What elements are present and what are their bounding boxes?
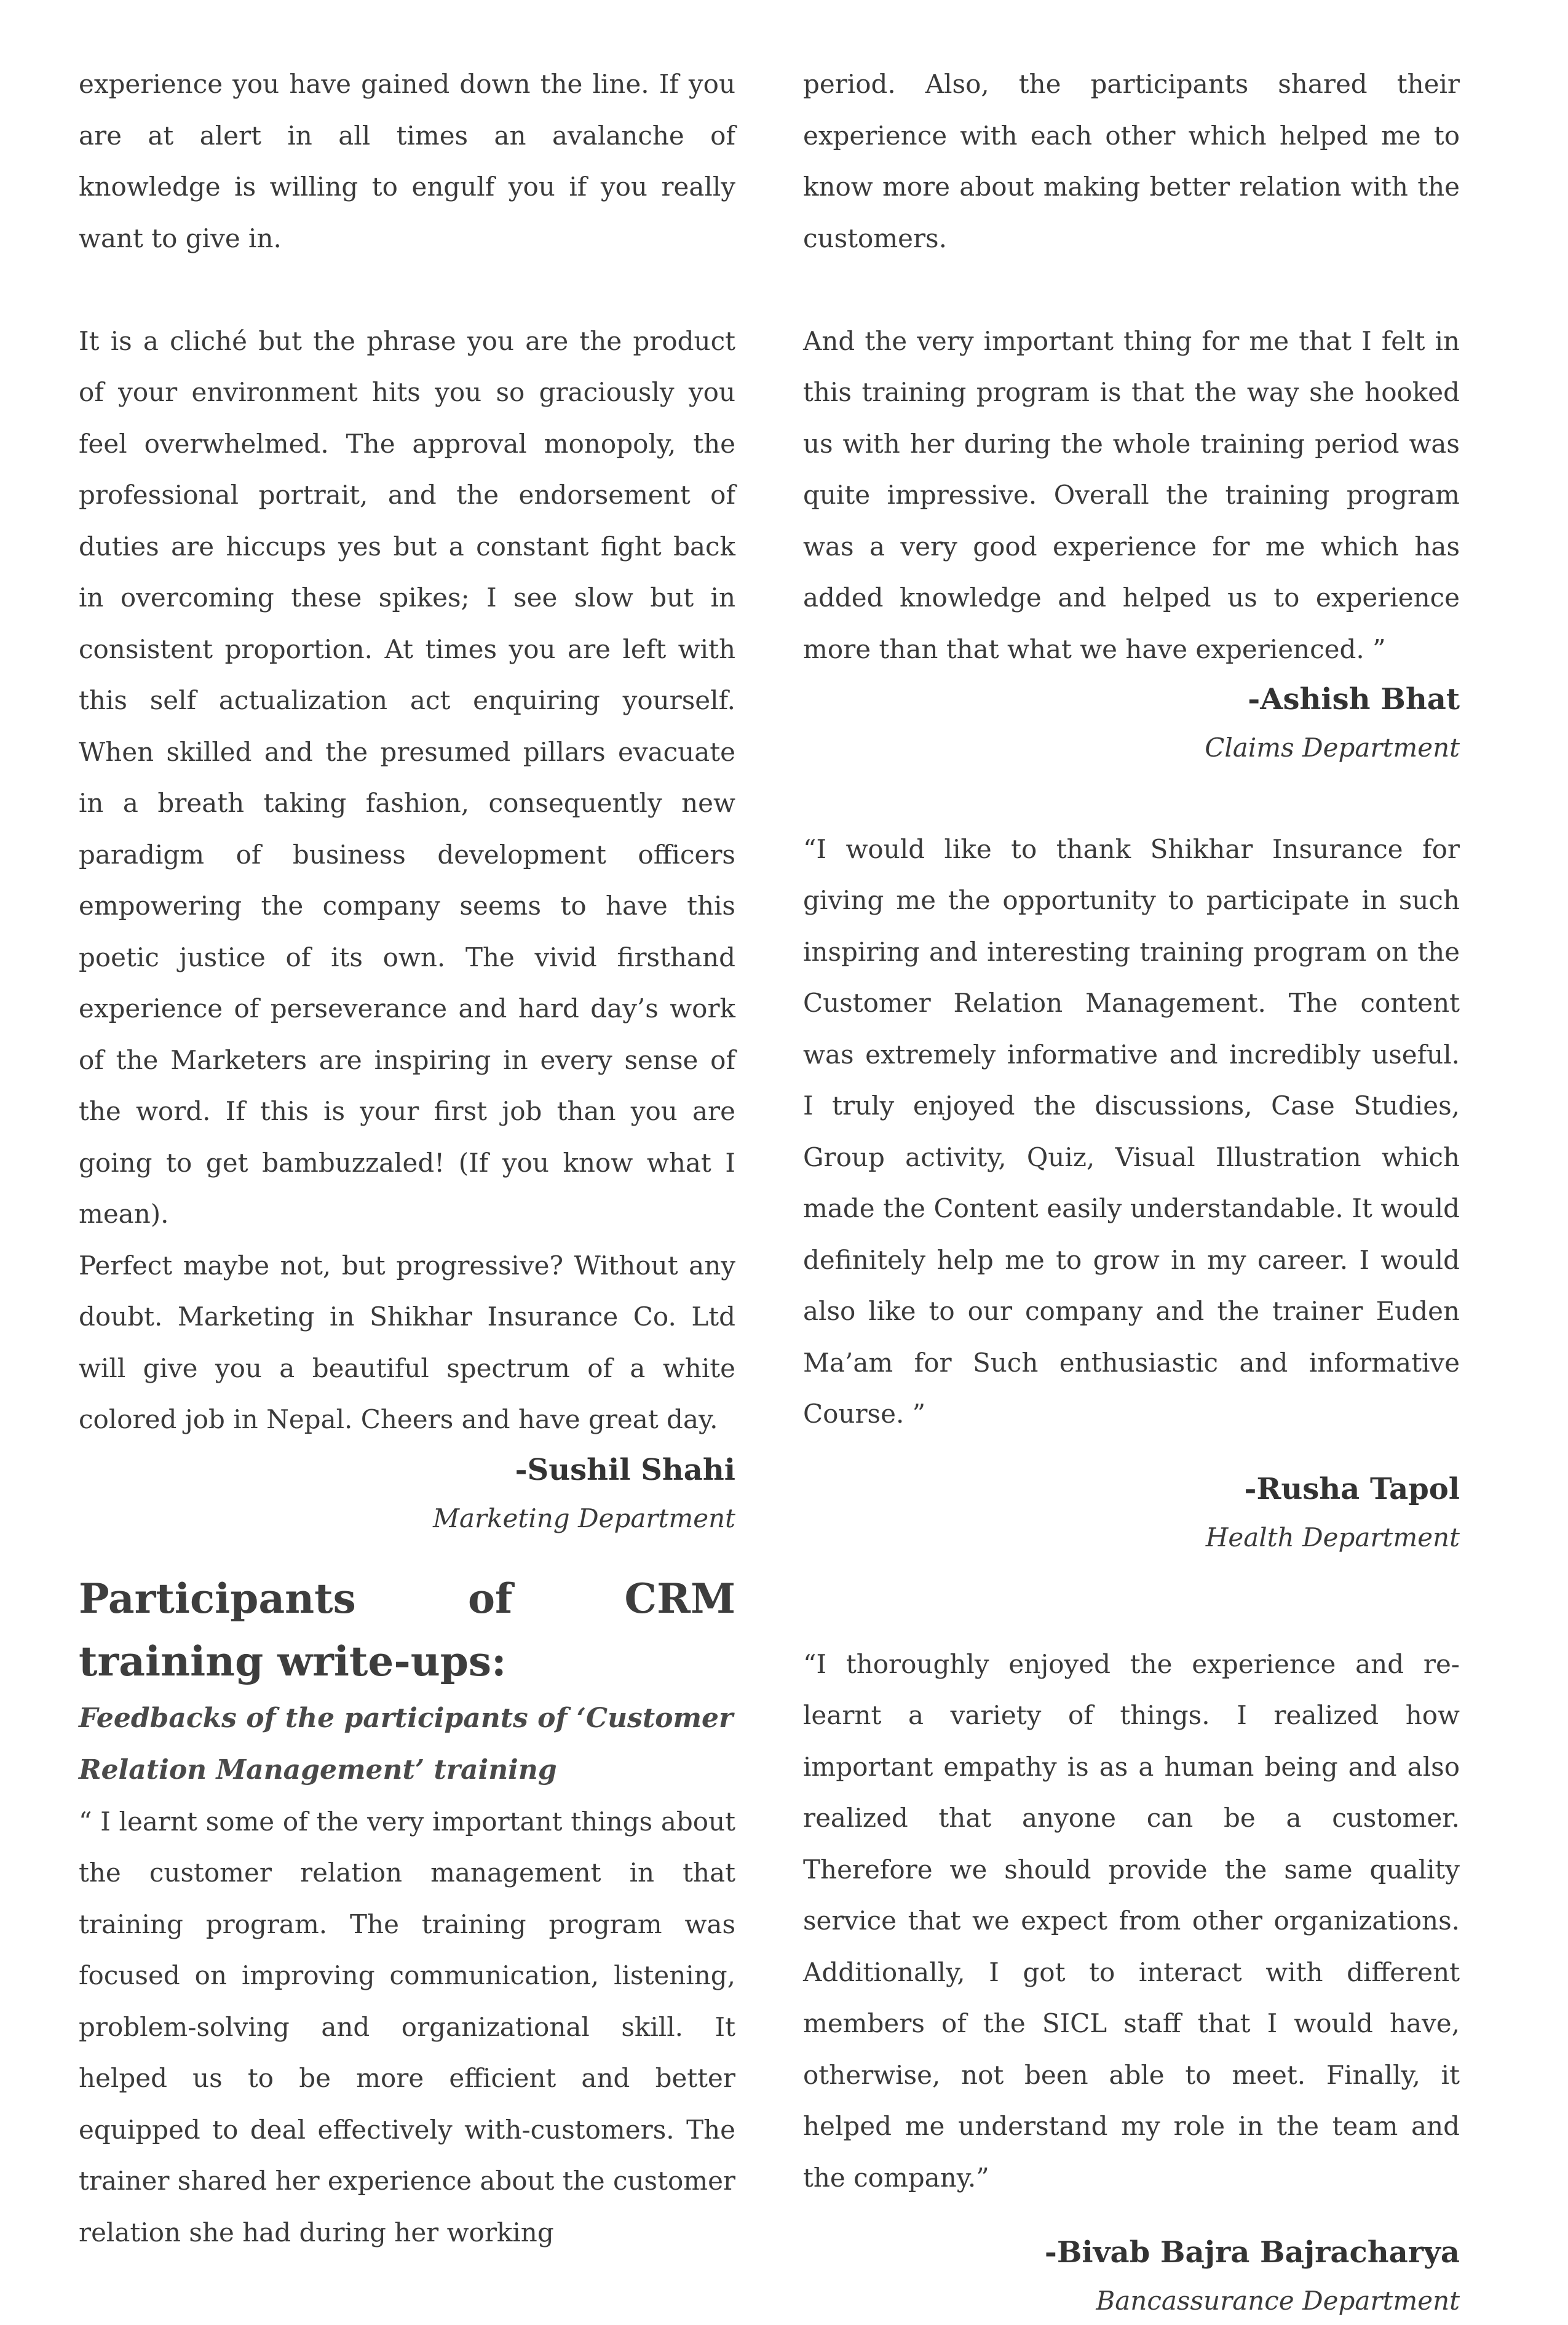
paragraph: “ I learnt some of the very important things about the customer relation management in that training program. The training program was focused on improving communication, listening, problem-solving and organizational skill. It helped us to be more efficient and better equipped to deal effectively with-customers. The trainer shared her experience about the customer relation she had during her working bbox=[79, 1806, 736, 2248]
section-heading: Participants of CRM training write-ups: bbox=[79, 1574, 735, 1685]
paragraph: “I would like to thank Shikhar Insurance for giving me the opportunity to participate in such inspiring and interesting training program on the Customer Relation Management. The content was extremely informative and incredibly useful. I truly enjoyed the discussions, Case Studies, Group activity, Quiz, Visual Illustration which made the Content easily understandable. It would definitely help me to grow in my career. I would also like to our company and the trainer Euden Ma’am for Such enthusiastic and informative Course. ” bbox=[803, 833, 1460, 1429]
author-name: -Ashish Bhat bbox=[1248, 682, 1460, 717]
author-name: -Sushil Shahi bbox=[515, 1452, 735, 1487]
author-department: Health Department bbox=[1205, 1522, 1460, 1552]
paragraph: Perfect maybe not, but progressive? Without any doubt. Marketing in Shikhar Insurance Co. Ltd will give you a beautiful spectrum of a white colored job in Nepal. Cheers and have great day. bbox=[79, 1250, 735, 1434]
paragraph: “I thoroughly enjoyed the experience and re-learnt a variety of things. I realized how important empathy is as a human being and also realized that anyone can be a customer. Therefore we should provide the same quality service that we expect from other organizations. Additionally, I got to interact with different members of the SICL staff that I would have, otherwise, not been able to meet. Finally, it helped me understand my role in the team and the company.” bbox=[803, 1648, 1460, 2193]
section-subheading: Feedbacks of the participants of ‘Customer Relation Management’ training bbox=[79, 1702, 734, 1786]
left-column bbox=[79, 58, 735, 2258]
signature-bivab-bajracharya bbox=[803, 2228, 1460, 2325]
signature-sushil-shahi bbox=[79, 1445, 735, 1543]
author-department: Marketing Department bbox=[432, 1503, 735, 1533]
paragraph: And the very important thing for me that I felt in this training program is that the way she hooked us with her during the whole training period was quite impressive. Overall the training program was a very good experience for me which has added knowledge and helped us to experience more than that what we have experienced. ” bbox=[803, 325, 1460, 664]
right-column bbox=[803, 58, 1460, 2325]
author-name: -Bivab Bajra Bajracharya bbox=[1044, 2235, 1460, 2270]
author-name: -Rusha Tapol bbox=[1244, 1471, 1460, 1506]
author-department: Bancassurance Department bbox=[1096, 2286, 1460, 2316]
paragraph: experience you have gained down the line. If you are at alert in all times an avalanche of knowledge is willing to engulf you if you really want to give in. bbox=[79, 69, 735, 253]
signature-ashish-bhat bbox=[803, 675, 1460, 772]
author-department: Claims Department bbox=[1205, 733, 1460, 763]
signature-rusha-tapol bbox=[803, 1465, 1460, 1562]
paragraph: period. Also, the participants shared their experience with each other which helped me to know more about making better relation with the customers. bbox=[803, 69, 1460, 253]
paragraph: It is a cliché but the phrase you are the product of your environment hits you so graciously you feel overwhelmed. The approval monopoly, the professional portrait, and the endorsement of duties are hiccups yes but a constant fight back in overcoming these spikes; I see slow but in consistent proportion. At times you are left with this self actualization act enquiring yourself. When skilled and the presumed pillars evacuate in a breath taking fashion, consequently new paradigm of business development officers empowering the company seems to have this poetic justice of its own. The vivid firsthand experience of perseverance and hard day’s work of the Marketers are inspiring in every sense of the word. If this is your first job than you are going to get bambuzzaled! (If you know what I mean). bbox=[79, 325, 735, 1229]
